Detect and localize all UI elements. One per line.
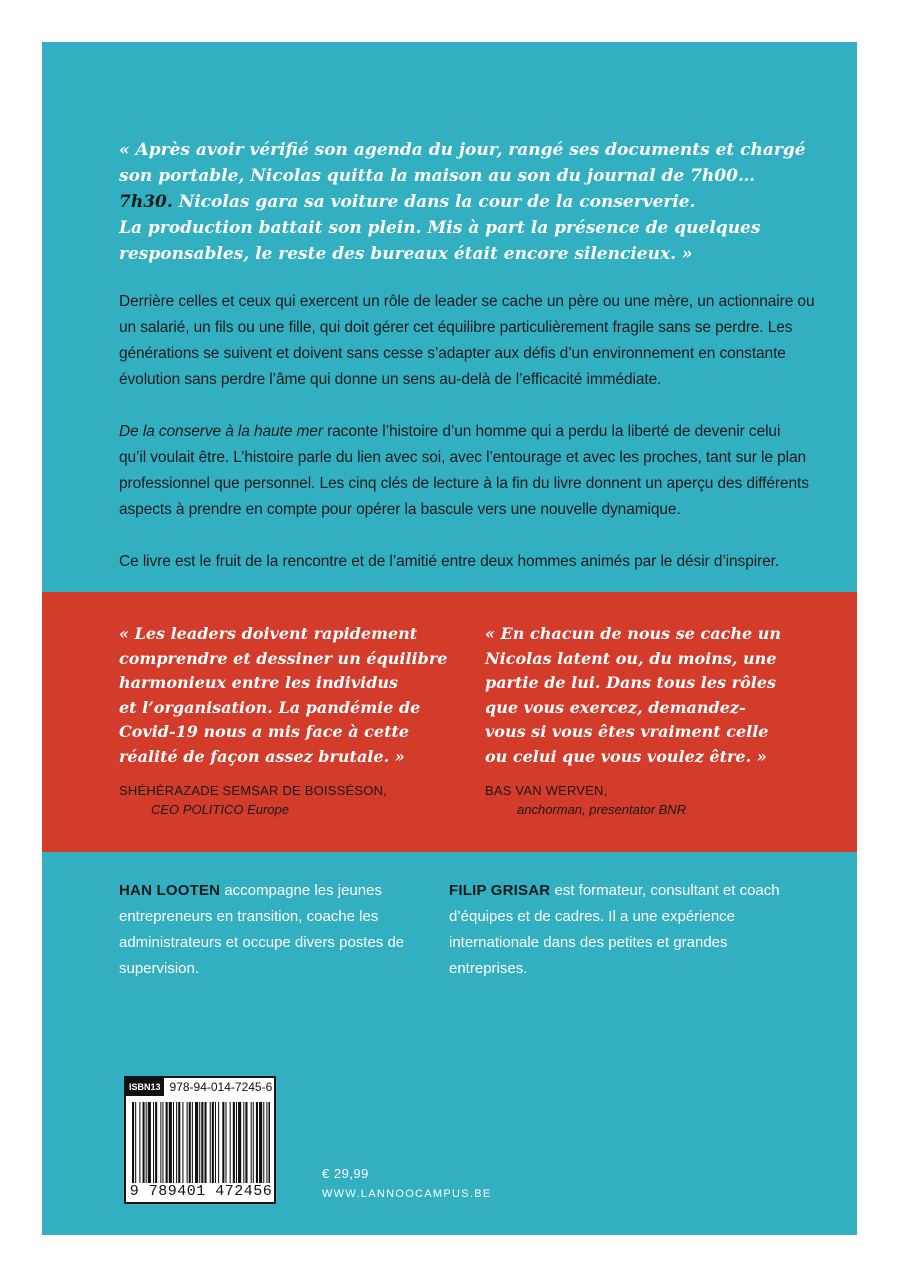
testimonial-attribution xyxy=(119,781,419,819)
description-paragraph-3 xyxy=(119,549,809,575)
paragraph-line: qu’il voulait être. L’histoire parle du lien avec soi, avec l’entourage et avec les proches, tant sur le plan xyxy=(119,449,807,466)
intro-quote-line: responsables, le reste des bureaux était encore silencieux. » xyxy=(119,244,693,264)
testimonial-line: « Les leaders doivent rapidement xyxy=(119,624,418,643)
testimonial-line: comprendre et dessiner un équilibre xyxy=(119,648,448,668)
isbn-barcode-block xyxy=(124,1076,276,1204)
testimonial-right xyxy=(485,622,785,819)
testimonial-line: partie de lui. Dans tous les rôles xyxy=(485,673,776,692)
paragraph-line: Derrière celles et ceux qui exercent un rôle de leader se cache un père ou une mère, un actionnaire ou xyxy=(119,293,815,310)
paragraph-line-text: raconte l’histoire d’un homme qui a perdu la liberté de devenir celui xyxy=(322,423,781,440)
testimonial-line: que vous exercez, demandez- xyxy=(485,697,746,717)
testimonial-quote xyxy=(485,622,785,769)
testimonials-band xyxy=(42,592,857,852)
isbn-header xyxy=(126,1078,274,1096)
author-line: supervision. xyxy=(119,960,200,977)
author-name: FILIP GRISAR xyxy=(449,882,551,899)
price: € 29,99 xyxy=(322,1166,369,1181)
testimonial-left xyxy=(119,622,448,819)
author-line: internationale dans des petites et grandes xyxy=(449,934,728,951)
barcode xyxy=(132,1102,270,1184)
intro-quote-line: son portable, Nicolas quitta la maison au son du journal de 7h00… xyxy=(119,166,755,186)
intro-quote-line xyxy=(119,189,799,215)
testimonial-line: « En chacun de nous se cache un xyxy=(485,624,781,643)
testimonial-line: vous si vous êtes vraiment celle xyxy=(485,722,769,741)
testimonial-name: BAS VAN WERVEN, xyxy=(485,783,608,798)
testimonial-name: SHÉHÉRAZADE SEMSAR DE BOISSÉSON, xyxy=(119,783,387,798)
testimonial-line: réalité de façon assez brutale. » xyxy=(119,746,405,766)
testimonial-line: et l’organisation. La pandémie de xyxy=(119,697,421,717)
paragraph-line: évolution sans perdre l’âme qui donne un sens au-delà de l’efficacité immédiate. xyxy=(119,371,662,388)
testimonial-line: ou celui que vous voulez être. » xyxy=(485,746,767,766)
author-bio-left xyxy=(119,878,449,982)
book-title: De la conserve à la haute mer xyxy=(119,423,323,440)
intro-quote-line: La production battait son plein. Mis à part la présence de quelques xyxy=(119,218,761,238)
publisher-website: WWW.LANNOOCAMPUS.BE xyxy=(322,1188,492,1200)
author-line: administrateurs et occupe divers postes de xyxy=(119,934,405,951)
testimonial-role: anchorman, presentator BNR xyxy=(517,802,687,817)
isbn-number: 978-94-014-7245-6 xyxy=(169,1080,273,1094)
testimonial-role: CEO POLITICO Europe xyxy=(151,802,289,817)
author-line: d’équipes et de cadres. Il a une expérience xyxy=(449,908,736,925)
author-line xyxy=(449,878,779,904)
intro-quote xyxy=(119,137,806,267)
paragraph-line: aspects à prendre en compte pour opérer la bascule vers une nouvelle dynamique. xyxy=(119,501,681,518)
author-name: HAN LOOTEN xyxy=(119,882,221,899)
intro-quote-time: 7h30. xyxy=(119,192,173,212)
author-line-text: accompagne les jeunes xyxy=(220,882,382,899)
intro-quote-line: « Après avoir vérifié son agenda du jour, rangé ses documents et chargé xyxy=(119,140,806,160)
author-line: entreprises. xyxy=(449,960,528,977)
author-line-text: est formateur, consultant et coach xyxy=(550,882,780,899)
testimonial-line: harmonieux entre les individus xyxy=(119,673,399,692)
author-bio-right xyxy=(449,878,779,982)
testimonial-line: Covid-19 nous a mis face à cette xyxy=(119,722,410,741)
paragraph-line: professionnel que personnel. Les cinq clés de lecture à la fin du livre donnent un aperçu des différents xyxy=(119,475,809,492)
description-paragraph-2 xyxy=(119,419,809,523)
testimonial-quote xyxy=(119,622,448,769)
paragraph-line: un salarié, un fils ou une fille, qui doit gérer cet équilibre particulièrement fragile sans se perdre. Les xyxy=(119,319,793,336)
isbn-label: ISBN13 xyxy=(126,1078,164,1096)
author-line: entrepreneurs en transition, coache les xyxy=(119,908,379,925)
testimonial-line: Nicolas latent ou, du moins, une xyxy=(485,648,777,668)
book-back-cover xyxy=(42,42,857,1235)
paragraph-line: générations se suivent et doivent sans cesse s’adapter aux défis d’un environnement en constante xyxy=(119,345,786,362)
intro-quote-line-text: Nicolas gara sa voiture dans la cour de la conserverie. xyxy=(178,192,696,212)
barcode-digits: 9 789401 472456 xyxy=(129,1183,273,1200)
description-paragraph-1 xyxy=(119,289,815,393)
paragraph-line xyxy=(119,419,809,445)
paragraph-line: Ce livre est le fruit de la rencontre et de l’amitié entre deux hommes animés par le désir d’inspirer. xyxy=(119,553,780,570)
author-line xyxy=(119,878,449,904)
testimonial-attribution xyxy=(485,781,785,819)
